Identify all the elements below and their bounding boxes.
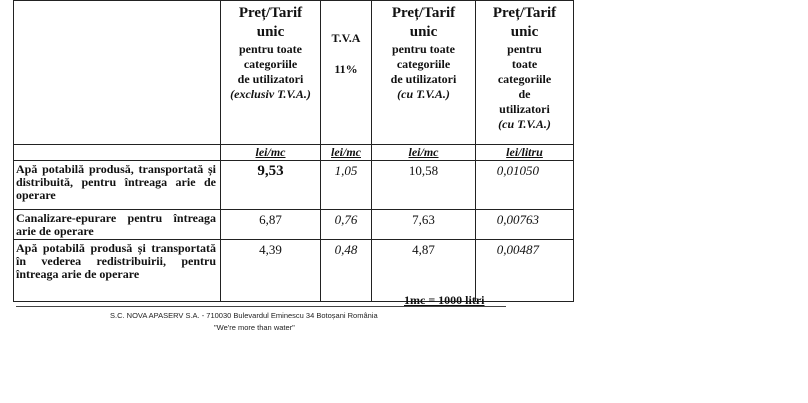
vat-value: 1,05 bbox=[321, 161, 372, 210]
unit-conversion-note: 1mc = 1000 litri bbox=[404, 293, 485, 307]
header-price-excl-vat: Preț/Tarif unic pentru toate categoriile de utilizatori (exclusiv T.V.A.) bbox=[221, 1, 321, 145]
header-row bbox=[14, 1, 574, 145]
table-row bbox=[14, 240, 574, 302]
price-excl-vat: 4,39 bbox=[221, 240, 321, 302]
footer-divider bbox=[16, 306, 506, 307]
price-per-litre: 0,01050 bbox=[476, 161, 574, 210]
header-price-per-litre: Preț/Tarif unic pentru toate categoriile de utilizatori (cu T.V.A.) bbox=[476, 1, 574, 145]
price-per-litre: 0,00487 bbox=[476, 240, 574, 302]
unit-cell: lei/mc bbox=[321, 145, 372, 161]
price-excl-vat: 9,53 bbox=[221, 161, 321, 210]
unit-cell: lei/litru bbox=[476, 145, 574, 161]
price-excl-vat: 6,87 bbox=[221, 210, 321, 240]
row-description: Apă potabilă produsă, transportată și distribuită, pentru întreaga arie de operare bbox=[14, 161, 221, 210]
header-price-incl-vat: Preț/Tarif unic pentru toate categoriile de utilizatori (cu T.V.A.) bbox=[372, 1, 476, 145]
unit-cell: lei/mc bbox=[372, 145, 476, 161]
unit-row bbox=[14, 145, 574, 161]
row-description: Apă potabilă produsă și transportată în vederea redistribuirii, pentru întreaga arie de operare bbox=[14, 240, 221, 302]
row-description: Canalizare-epurare pentru întreaga arie de operare bbox=[14, 210, 221, 240]
price-incl-vat: 4,87 bbox=[372, 240, 476, 302]
price-incl-vat: 10,58 bbox=[372, 161, 476, 210]
table-row bbox=[14, 210, 574, 240]
price-incl-vat: 7,63 bbox=[372, 210, 476, 240]
table-row bbox=[14, 161, 574, 210]
vat-value: 0,48 bbox=[321, 240, 372, 302]
company-slogan: "We're more than water" bbox=[214, 323, 295, 332]
unit-cell: lei/mc bbox=[221, 145, 321, 161]
vat-value: 0,76 bbox=[321, 210, 372, 240]
header-vat: T.V.A 11% bbox=[321, 1, 372, 145]
price-per-litre: 0,00763 bbox=[476, 210, 574, 240]
empty-header-cell bbox=[14, 1, 221, 145]
company-address: S.C. NOVA APASERV S.A. - 710030 Bulevardul Eminescu 34 Botoșani România bbox=[110, 311, 378, 320]
tariff-table bbox=[13, 0, 574, 302]
